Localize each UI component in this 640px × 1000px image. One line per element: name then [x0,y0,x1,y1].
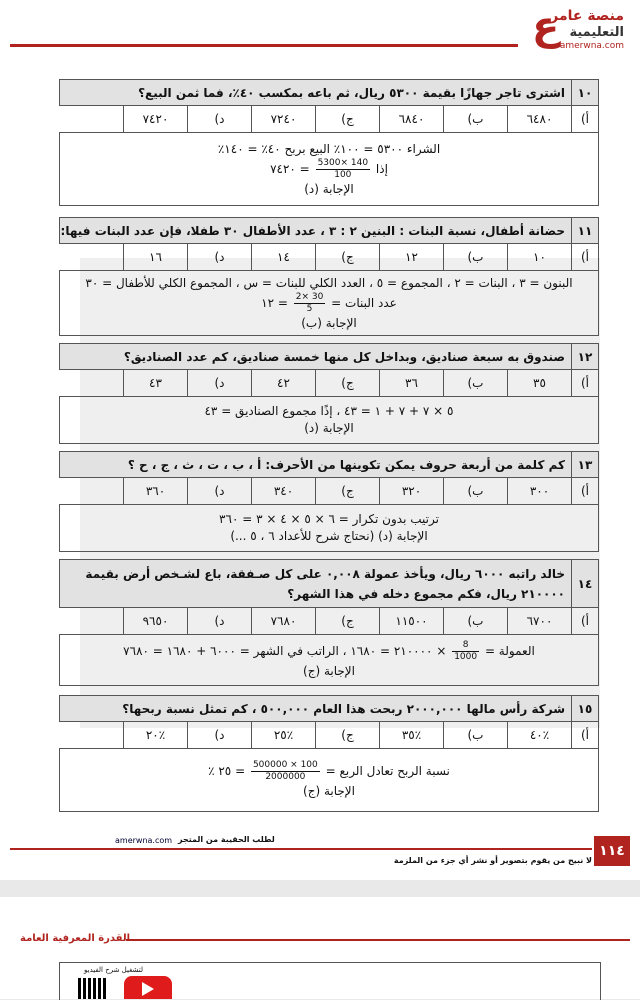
option-label-d: د) [188,370,252,397]
question-number: ١٣ [572,452,599,478]
option-label-c: ج) [316,370,380,397]
option-label-a: أ) [572,370,599,397]
fraction [316,158,371,181]
solution-answer: الإجابة (د) [304,421,354,435]
option-label-c: ج) [316,722,380,749]
option-value-d[interactable]: ٧٤٢٠ [124,106,188,133]
option-label-c: ج) [316,244,380,271]
option-label-d: د) [188,608,252,635]
option-value-c[interactable]: ٤٢ [252,370,316,397]
question-text: اشترى تاجر جهازًا بقيمة ٥٣٠٠ ريال، ثم باعه بمكسب ٤٠٪، فما ثمن البيع؟ [60,80,572,106]
option-label-d: د) [188,722,252,749]
option-value-b[interactable]: ٣٢٠ [380,478,444,505]
header-rule [10,44,518,47]
fraction [452,640,479,663]
question-15 [59,695,599,812]
fraction-numerator: 30 ×2 [295,291,324,302]
option-value-a[interactable]: ٦٤٨٠ [508,106,572,133]
solution-formula [60,292,598,315]
solution-line: ٥ × ٧ + ٧ + ١ = ٤٣ ، إذًا مجموع الصناديق = ٤٣ [204,404,454,418]
option-value-c[interactable]: ١٤ [252,244,316,271]
fraction-numerator: 140 ×5300 [317,157,369,168]
footer-url[interactable]: amerwna.com [115,836,173,845]
formula-prefix: عدد البنات = [331,295,397,310]
solution-line: ترتيب بدون تكرار = ٦ × ٥ × ٤ × ٣ = ٣٦٠ [219,512,439,526]
option-value-b[interactable]: ٣٦ [380,370,444,397]
option-label-b: ب) [444,722,508,749]
option-value-b[interactable]: ١٢ [380,244,444,271]
page-number: ١١٤ [594,836,630,866]
logo-line-1: منصة عامر [550,8,624,24]
solution [60,635,599,686]
solution-formula [60,158,598,181]
question-text: خالد راتبه ٦٠٠٠ ريال، ويأخذ عمولة ٠,٠٠٨ على كل صـفقة، باع لشـخص أرض بقيمة ٢١٠٠٠٠ ريال، فكم مجموع دخله في هذا الشهر؟ [60,560,572,608]
solution-formula [60,640,598,663]
formula-prefix: العمولة = [484,644,535,658]
question-10 [59,79,599,206]
option-label-b: ب) [444,244,508,271]
formula-suffix: × ٢١٠٠٠٠ = ١٦٨٠ ، الراتب في الشهر = ٦٠٠٠ + ١٦٨٠ = ٧٦٨٠ [123,644,447,658]
question-text: شركة رأس مالها ٢٠٠٠,٠٠٠ ربحت هذا العام ٥٠٠,٠٠٠ ، كم تمثل نسبة ربحها؟ [60,696,572,722]
footer-warning: لا نبيح من يقوم بتصوير أو نشر أي جزء من الملزمة [393,856,592,865]
option-value-a[interactable]: ١٠ [508,244,572,271]
solution-line: الشراء ٥٣٠٠ = ١٠٠٪ البيع بربح ٤٠٪ = ١٤٠٪ [217,141,441,156]
option-value-c[interactable]: ٧٢٤٠ [252,106,316,133]
option-label-b: ب) [444,370,508,397]
option-label-d: د) [188,478,252,505]
solution-answer: الإجابة (د) [304,181,354,196]
question-12 [59,343,599,444]
option-label-c: ج) [316,478,380,505]
option-label-d: د) [188,106,252,133]
footer-order-text: لطلب الحقيبة من المتجر [178,835,275,844]
option-value-c[interactable]: ٣٤٠ [252,478,316,505]
option-value-b[interactable]: ١١٥٠٠ [380,608,444,635]
option-value-d[interactable]: ١٦ [124,244,188,271]
fraction-numerator: 100 × 500000 [252,760,318,770]
option-value-b[interactable]: ٦٨٤٠ [380,106,444,133]
option-value-a[interactable]: ٦٧٠٠ [508,608,572,635]
option-value-c[interactable]: ٧٦٨٠ [252,608,316,635]
option-value-a[interactable]: ٣٥ [508,370,572,397]
option-label-b: ب) [444,478,508,505]
solution-line: البنون = ٣ ، البنات = ٢ ، المجموع = ٥ ، العدد الكلي للبنات = س ، المجموع الكلي للأطفال = ٣٠ [85,275,573,290]
option-value-d[interactable]: ٣٦٠ [124,478,188,505]
option-label-c: ج) [316,608,380,635]
question-number: ١١ [572,218,599,244]
option-label-a: أ) [572,478,599,505]
solution [60,505,599,552]
qr-code-icon[interactable] [78,978,106,999]
fraction-denominator: 2000000 [265,772,306,782]
solution-answer: الإجابة (د) (نحتاج شرح للأعداد ٦ ، ٥ ...) [230,529,428,543]
option-label-d: د) [188,244,252,271]
fraction-denominator: 1000 [454,652,478,662]
option-value-c[interactable]: ٪٢٥ [252,722,316,749]
solution [60,271,599,336]
solution [60,397,599,444]
question-number: ١٥ [572,696,599,722]
next-page-rule [126,939,630,941]
formula-suffix: = ١٢ [261,295,288,310]
solution-answer: الإجابة (ب) [301,315,357,330]
option-label-a: أ) [572,722,599,749]
option-value-d[interactable]: ٩٦٥٠ [124,608,188,635]
next-page-title: القدرة المعرفية العامة [20,933,131,944]
formula-suffix: = ٧٤٢٠ [270,161,310,176]
footer-rule [10,848,592,850]
option-value-d[interactable]: ٤٣ [124,370,188,397]
question-text: صندوق به سبعة صناديق، وبداخل كل منها خمسة صناديق، كم عدد الصناديق؟ [60,344,572,370]
fraction [251,760,320,783]
formula-prefix: إذا [375,161,388,176]
solution-answer: الإجابة (ج) [303,784,355,798]
logo-url: amerwna.com [559,41,624,51]
logo [514,3,624,56]
video-caption: لتشغيل شرح الفيديو [84,966,143,974]
question-13 [59,451,599,552]
fraction-denominator: 100 [334,169,352,180]
option-value-a[interactable]: ٪٤٠ [508,722,572,749]
formula-suffix: = ٢٥ ٪ [208,764,246,778]
option-label-a: أ) [572,608,599,635]
option-value-d[interactable]: ٪٢٠ [124,722,188,749]
question-number: ١٤ [572,560,599,608]
solution-answer: الإجابة (ج) [303,664,355,678]
option-label-a: أ) [572,244,599,271]
solution [60,749,599,812]
question-text: كم كلمة من أربعة حروف يمكن تكوينها من الأحرف: أ ، ب ، ت ، ث ، ج ، ح ؟ [60,452,572,478]
solution-formula [60,760,598,783]
logo-line-2: التعليمية [569,25,624,40]
question-text: حضانة أطفال، نسبة البنات : البنين ٢ : ٣ ، عدد الأطفال ٣٠ طفلا، فإن عدد البنات فيها: [60,218,572,244]
fraction-numerator: 8 [452,640,479,652]
option-value-a[interactable]: ٣٠٠ [508,478,572,505]
play-video-icon[interactable] [124,976,172,999]
option-label-b: ب) [444,106,508,133]
fraction [294,292,326,315]
question-number: ١٢ [572,344,599,370]
question-14 [59,559,599,686]
question-number: ١٠ [572,80,599,106]
option-value-b[interactable]: ٪٣٥ [380,722,444,749]
logo-mark: ع [532,3,560,49]
solution [60,133,599,206]
question-11 [59,217,599,336]
formula-prefix: نسبة الربح تعادل الربع = [325,764,450,778]
option-label-c: ج) [316,106,380,133]
option-label-a: أ) [572,106,599,133]
fraction-denominator: 5 [306,303,313,314]
option-label-b: ب) [444,608,508,635]
